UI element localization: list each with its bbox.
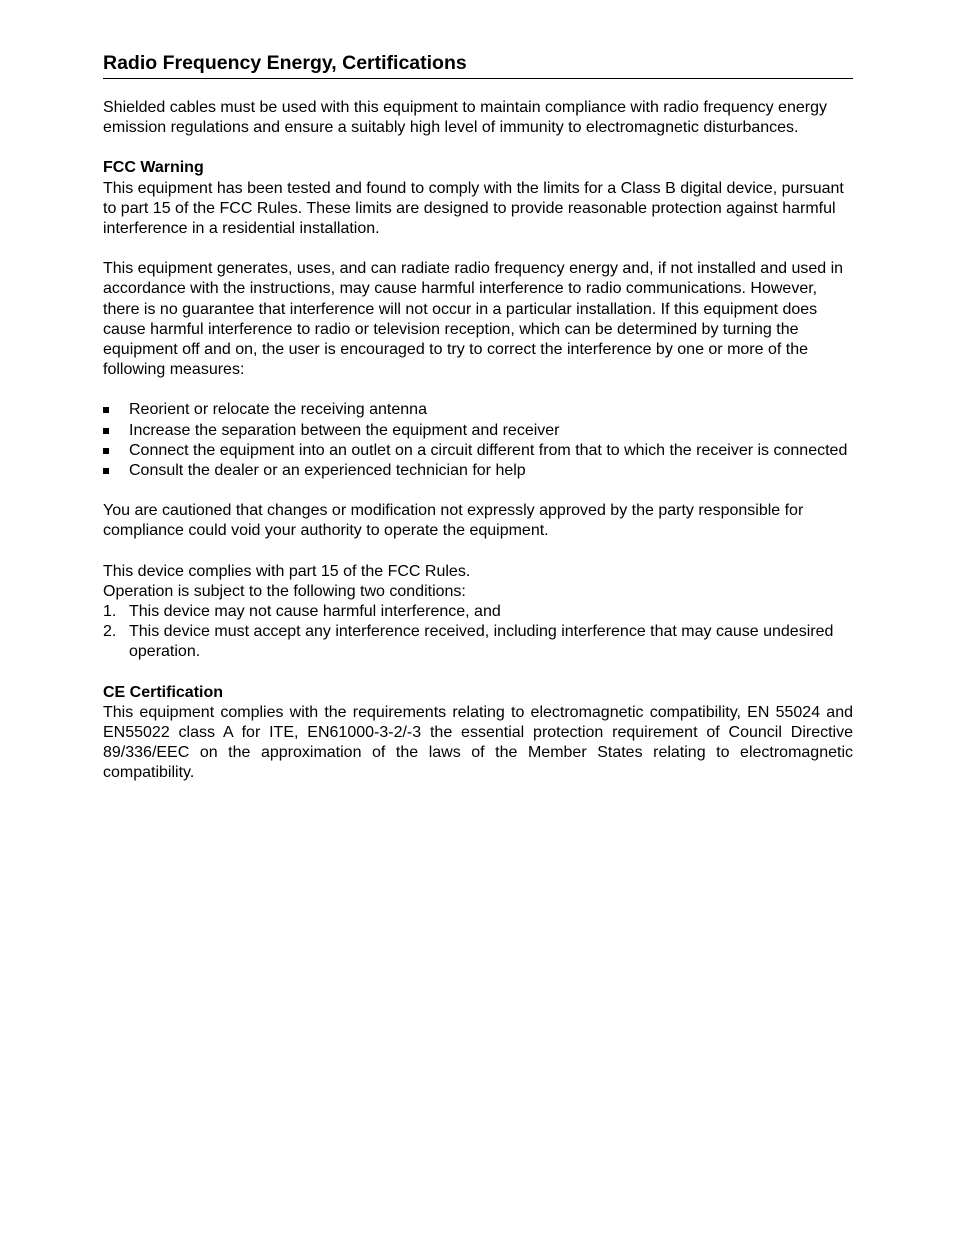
- list-number: 1.: [103, 603, 117, 621]
- list-item-text: Increase the separation between the equipment and receiver: [129, 421, 560, 439]
- list-number: 2.: [103, 623, 117, 641]
- list-item-text: Reorient or relocate the receiving antenna: [129, 401, 427, 419]
- compliance-line-1: This device complies with part 15 of the FCC Rules.: [103, 562, 471, 580]
- ce-section: [103, 683, 853, 784]
- intro-paragraph: Shielded cables must be used with this equipment to maintain compliance with radio frequency energy emission regulations and ensure a suitably high level of immunity to electromagnetic disturbances.: [103, 99, 827, 137]
- list-item: [103, 602, 853, 622]
- conditions-list: [103, 602, 853, 663]
- square-bullet-icon: [103, 448, 109, 454]
- compliance-line-2: Operation is subject to the following two conditions:: [103, 582, 466, 600]
- measures-list: [103, 400, 853, 481]
- list-item-text: Consult the dealer or an experienced technician for help: [129, 462, 526, 480]
- compliance-block: [103, 562, 853, 663]
- list-item: [103, 421, 853, 441]
- list-item: [103, 461, 853, 481]
- list-item: [103, 441, 853, 461]
- fcc-heading: FCC Warning: [103, 159, 204, 177]
- fcc-section: [103, 158, 853, 662]
- list-item-text: This device must accept any interference received, including interference that may cause undesired operation.: [129, 623, 834, 661]
- square-bullet-icon: [103, 428, 109, 434]
- square-bullet-icon: [103, 407, 109, 413]
- ce-paragraph: This equipment complies with the requirements relating to electromagnetic compatibility, EN 55024 and EN55022 class A for ITE, EN61000-3-2/-3 the essential protection requirement of Council Directive 89/336/EEC on the approximation of the laws of the Member States relating to electromagnetic compatibility.: [103, 703, 853, 782]
- document-page: [103, 50, 853, 784]
- list-item-text: This device may not cause harmful interference, and: [129, 603, 501, 621]
- caution-paragraph: You are cautioned that changes or modification not expressly approved by the party responsible for compliance could void your authority to operate the equipment.: [103, 502, 804, 540]
- page-title: Radio Frequency Energy, Certifications: [103, 50, 853, 79]
- list-item: [103, 400, 853, 420]
- list-item-text: Connect the equipment into an outlet on a circuit different from that to which the receiver is connected: [129, 441, 848, 459]
- fcc-paragraph-1: This equipment has been tested and found to comply with the limits for a Class B digital device, pursuant to part 15 of the FCC Rules. These limits are designed to provide reasonable protection against harmful interference in a residential installation.: [103, 179, 844, 238]
- square-bullet-icon: [103, 468, 109, 474]
- ce-heading: CE Certification: [103, 683, 224, 701]
- fcc-paragraph-2: This equipment generates, uses, and can radiate radio frequency energy and, if not installed and used in accordance with the instructions, may cause harmful interference to radio communications. However, there is no guarantee that interference will not occur in a particular installation. If this equipment does cause harmful interference to radio or television reception, which can be determined by turning the equipment off and on, the user is encouraged to try to correct the interference by one or more of the following measures:: [103, 260, 844, 379]
- list-item: [103, 622, 853, 662]
